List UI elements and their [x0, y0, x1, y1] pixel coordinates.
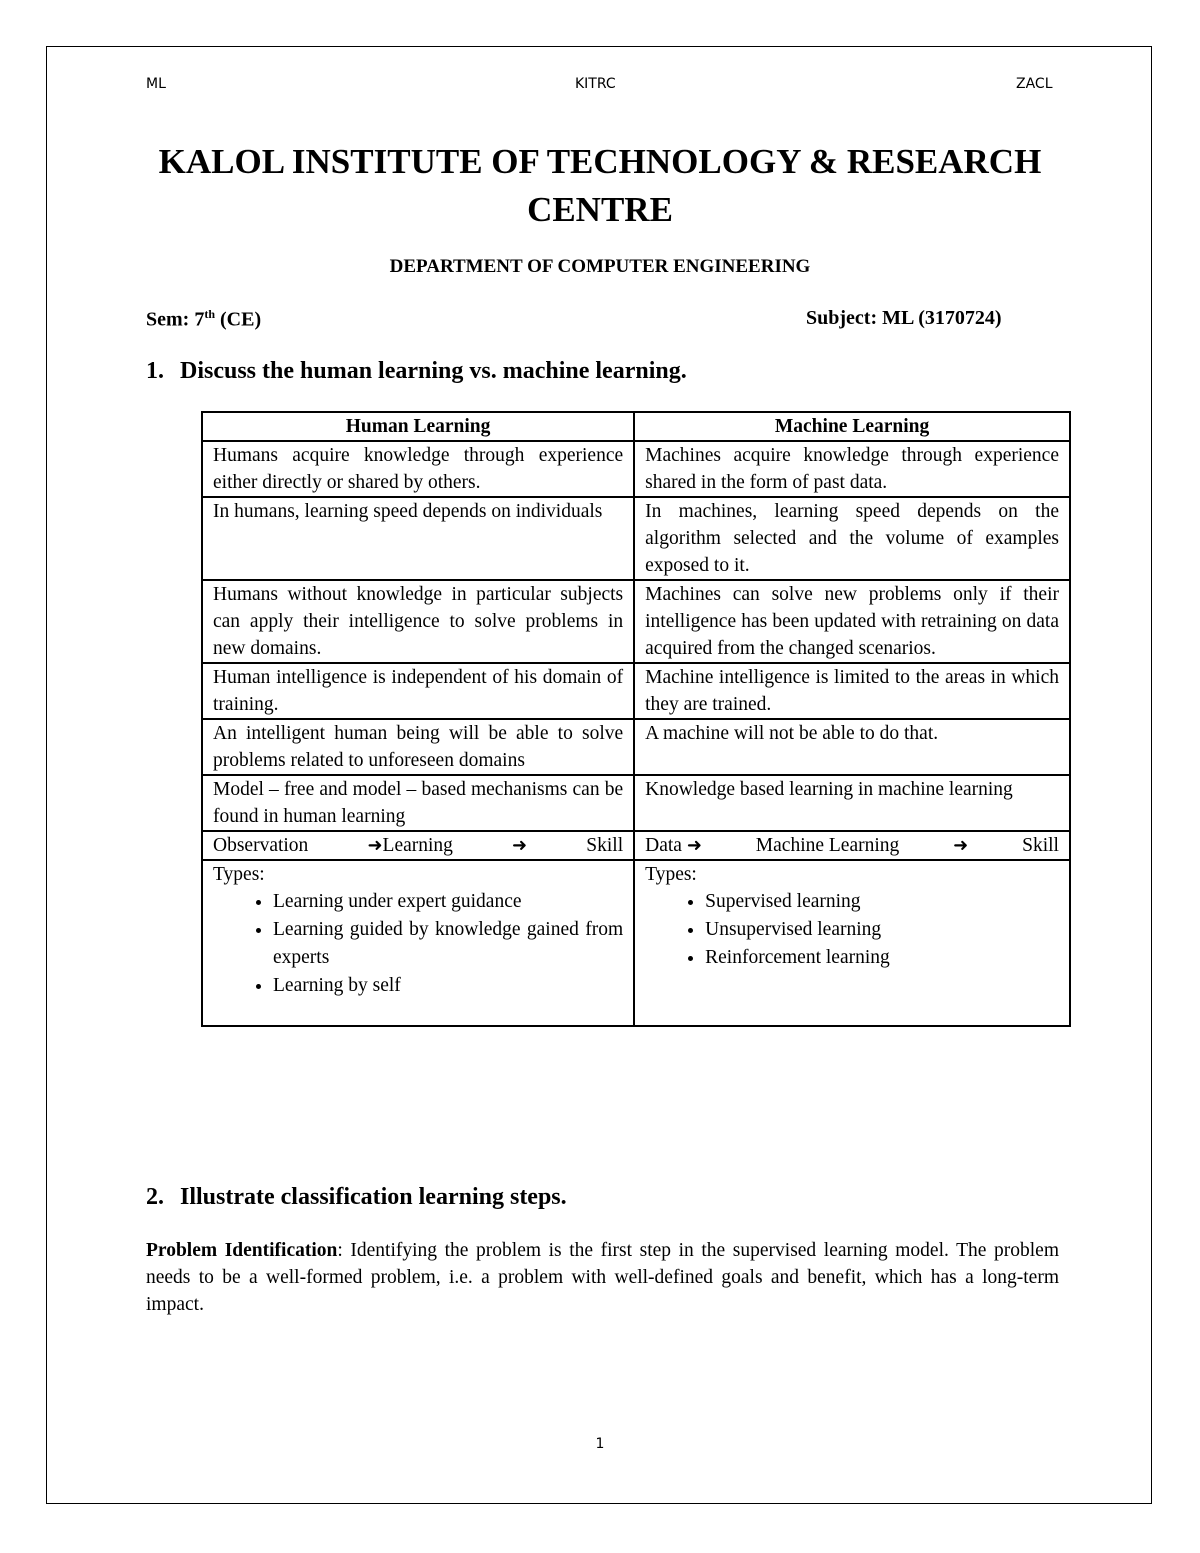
human-types-cell: [202, 860, 634, 1026]
semester-suffix: (CE): [215, 308, 262, 331]
table-row: [202, 441, 1070, 497]
header-left: ML: [146, 76, 166, 92]
human-cell: Model – free and model – based mechanisms can be found in human learning: [202, 775, 634, 831]
list-item: • Supervised learning: [705, 888, 1059, 916]
flow-machine-learning: Machine Learning: [755, 835, 900, 856]
question-1-text: Discuss the human learning vs. machine learning.: [180, 358, 687, 384]
semester-sup: th: [204, 307, 215, 321]
header-machine-learning: Machine Learning: [634, 412, 1070, 441]
header-right: ZACL: [1016, 76, 1053, 92]
question-2-number: 2.: [146, 1184, 164, 1210]
flow-learning: Learning: [382, 835, 453, 856]
list-item: • Learning by self: [273, 972, 623, 1000]
question-2-text: Illustrate classification learning steps.: [180, 1184, 567, 1210]
list-item: • Learning guided by knowledge gained from experts: [273, 916, 623, 972]
header-center: KITRC: [575, 76, 616, 92]
machine-flow-cell: [634, 831, 1070, 860]
machine-cell: Machines acquire knowledge through experience shared in the form of past data.: [634, 441, 1070, 497]
semester-prefix: Sem: 7: [146, 308, 205, 331]
table-row: [202, 719, 1070, 775]
arrow-right-icon: ➜: [512, 835, 528, 855]
list-item: • Unsupervised learning: [705, 916, 1059, 944]
arrow-right-icon: ➜: [953, 835, 969, 855]
machine-cell: Knowledge based learning in machine learning: [634, 775, 1070, 831]
types-label: Types:: [645, 864, 697, 885]
machine-flow: [645, 832, 1059, 859]
human-cell: Human intelligence is independent of his domain of training.: [202, 663, 634, 719]
human-flow-cell: [202, 831, 634, 860]
question-1-heading: [146, 358, 687, 385]
machine-types-cell: [634, 860, 1070, 1026]
table-row: [202, 580, 1070, 663]
question-2-heading: [146, 1184, 567, 1211]
machine-cell: In machines, learning speed depends on the algorithm selected and the volume of examples exposed to it.: [634, 497, 1070, 580]
human-cell: In humans, learning speed depends on individuals: [202, 497, 634, 580]
institute-title: [100, 138, 1100, 234]
list-item: • Learning under expert guidance: [273, 888, 623, 916]
paragraph-text: : Identifying the problem is the first step in the supervised learning model. The problem needs to be a well-formed problem, i.e. a problem with well-defined goals and benefit, which has a long-term impact.: [146, 1240, 1059, 1315]
flow-observation: Observation: [213, 835, 309, 856]
human-flow: [213, 832, 623, 859]
machine-cell: Machines can solve new problems only if their intelligence has been updated with retraining on data acquired from the changed scenarios.: [634, 580, 1070, 663]
subject-label: Subject: ML (3170724): [806, 307, 1002, 329]
department-heading: DEPARTMENT OF COMPUTER ENGINEERING: [389, 256, 811, 277]
table-row: [202, 497, 1070, 580]
flow-data: Data: [645, 835, 682, 856]
table-row: [202, 775, 1070, 831]
table-row-types: [202, 860, 1070, 1026]
list-item: • Reinforcement learning: [705, 944, 1059, 972]
flow-machine-skill: Skill: [1022, 835, 1059, 856]
table-row-flow: [202, 831, 1070, 860]
table-row: [202, 663, 1070, 719]
question-1-number: 1.: [146, 358, 164, 384]
human-cell: Humans acquire knowledge through experience either directly or shared by others.: [202, 441, 634, 497]
machine-cell: Machine intelligence is limited to the areas in which they are trained.: [634, 663, 1070, 719]
comparison-table: [201, 411, 1071, 1027]
institute-title-line2: CENTRE: [527, 190, 673, 229]
arrow-right-icon: ➜: [367, 835, 383, 855]
types-label: Types:: [213, 864, 265, 885]
machine-types-list: [645, 888, 1059, 972]
human-cell: Humans without knowledge in particular subjects can apply their intelligence to solve problems in new domains.: [202, 580, 634, 663]
header-human-learning: Human Learning: [202, 412, 634, 441]
semester-label: [146, 307, 261, 332]
page-number: 1: [595, 1436, 605, 1452]
institute-title-line1: KALOL INSTITUTE OF TECHNOLOGY & RESEARCH: [158, 142, 1042, 181]
table-header-row: [202, 412, 1070, 441]
problem-identification-paragraph: [146, 1237, 1059, 1318]
human-cell: An intelligent human being will be able to solve problems related to unforeseen domains: [202, 719, 634, 775]
human-types-list: [213, 888, 623, 1000]
arrow-right-icon: ➜: [686, 835, 702, 855]
paragraph-term: Problem Identification: [146, 1240, 338, 1261]
flow-skill: Skill: [586, 835, 624, 856]
machine-cell: A machine will not be able to do that.: [634, 719, 1070, 775]
